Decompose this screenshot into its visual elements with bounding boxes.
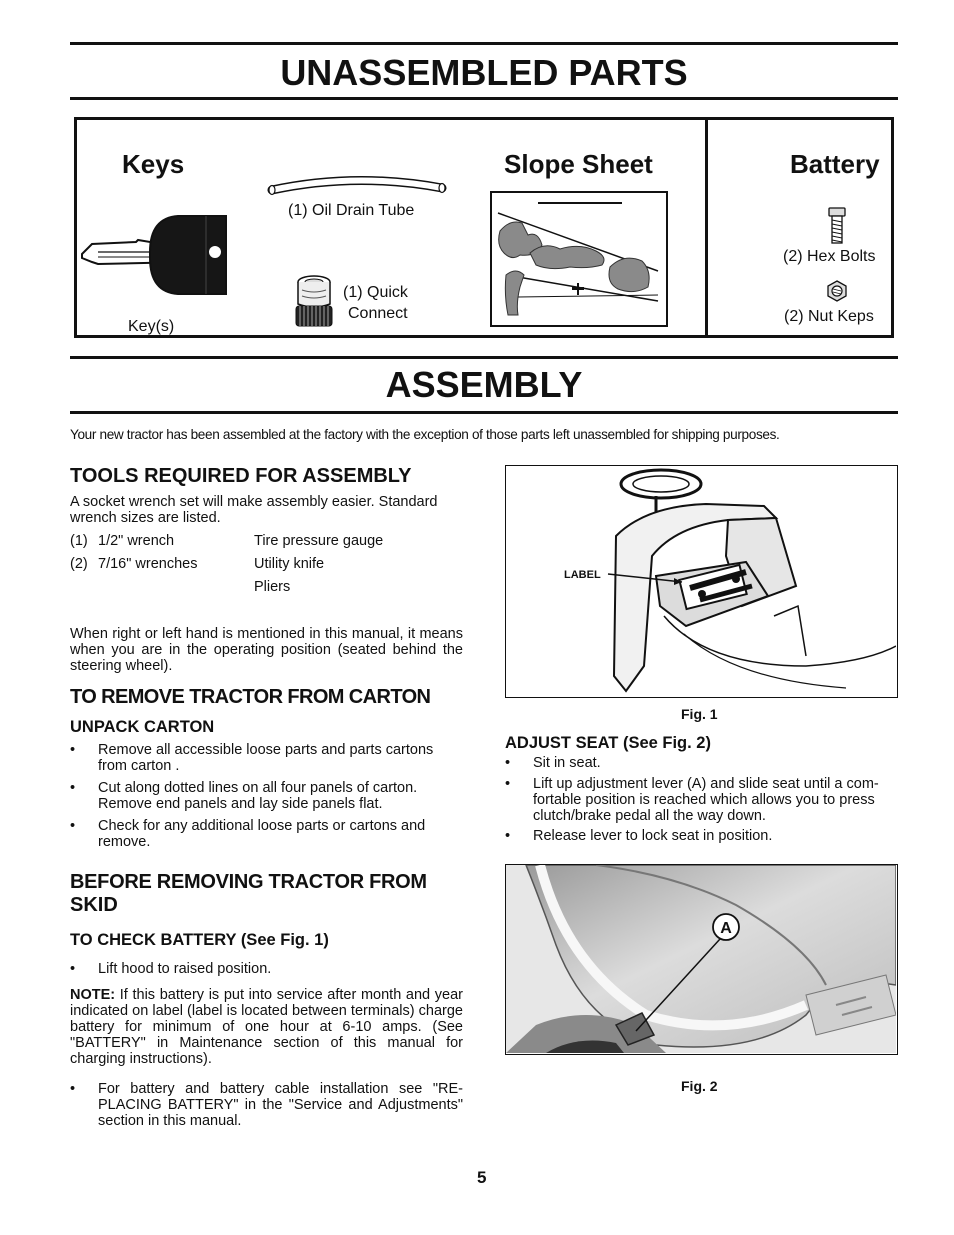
- bullet-mark: •: [505, 828, 511, 844]
- assembly-intro: Your new tractor has been assembled at the factory with the exception of those parts left unassembled for shipping purposes.: [70, 427, 780, 442]
- page-number: 5: [477, 1168, 487, 1187]
- fig2-callout-a: A: [720, 920, 732, 937]
- tools-row-1-num: (1): [70, 533, 88, 549]
- check-battery-heading: TO CHECK BATTERY (See Fig. 1): [70, 931, 329, 949]
- figure-1: [505, 465, 898, 698]
- top-rule: [70, 42, 898, 45]
- tools-row-2-other: Utility knife: [254, 556, 325, 572]
- quick-connect-label-1: (1) Quick: [343, 284, 408, 301]
- slope-sheet-heading: Slope Sheet: [504, 149, 653, 179]
- tools-row-3-other: Pliers: [254, 579, 291, 595]
- title-bottom-rule: [70, 97, 898, 100]
- tools-row-1-item: 1/2" wrench: [98, 533, 175, 549]
- unpack-item-2-text: Cut along dotted lines on all four panels of carton. Remove end panels and lay side panels flat.: [98, 780, 418, 812]
- unpack-item-3-text: Check for any additional loose parts or cartons and remove.: [98, 818, 426, 850]
- oil-drain-tube-icon: [266, 170, 448, 196]
- key-icon: [78, 212, 233, 302]
- battery-note: [70, 987, 463, 1067]
- note-text: If this battery is put into service after month and year indicated on label (label is located between terminals) charge battery for minimum of one hour at 6-10 amps. (See "BATTERY" in Maintenance section of this manual for charging instructions).: [70, 987, 463, 1067]
- figure-2: [505, 864, 898, 1055]
- tools-intro-line1: A socket wrench set will make assembly easier. Standard: [70, 494, 438, 510]
- assembly-bottom-rule: [70, 411, 898, 414]
- fig1-caption: Fig. 1: [681, 706, 718, 722]
- bullet-mark: •: [70, 818, 76, 834]
- note-label: NOTE:: [70, 987, 116, 1003]
- nut-keps-label: (2) Nut Keps: [784, 308, 874, 325]
- cable-item-text: For battery and battery cable installation see "RE-PLACING BATTERY" in the "Service and Adjustments" section in this manual.: [98, 1081, 463, 1129]
- bullet-mark: •: [505, 755, 511, 771]
- assembly-top-rule: [70, 356, 898, 359]
- slope-sheet-icon: [490, 191, 668, 327]
- battery-heading: Battery: [790, 149, 880, 179]
- before-heading-line1: BEFORE REMOVING TRACTOR FROM: [70, 871, 427, 893]
- nut-keps-icon: [826, 280, 848, 302]
- seat-item-1-text: Sit in seat.: [533, 755, 601, 771]
- unpack-heading: UNPACK CARTON: [70, 718, 215, 736]
- hex-bolt-icon: [826, 206, 848, 246]
- keys-label: Key(s): [128, 318, 175, 335]
- hex-bolts-label: (2) Hex Bolts: [783, 248, 876, 265]
- bullet-mark: •: [70, 1081, 76, 1097]
- unpack-item-2: [70, 780, 465, 814]
- seat-adjustment-illustration: [506, 865, 896, 1053]
- bullet-mark: •: [505, 776, 511, 792]
- oil-drain-tube-label: (1) Oil Drain Tube: [288, 202, 415, 219]
- tools-intro-line2: wrench sizes are listed.: [70, 510, 221, 526]
- tools-row-2-item: 7/16" wrenches: [98, 556, 198, 572]
- bullet-mark: •: [70, 780, 76, 796]
- battery-item: [70, 961, 465, 979]
- tools-row-2-num: (2): [70, 556, 88, 572]
- unpack-item-1-text: Remove all accessible loose parts and parts cartons from carton .: [98, 742, 434, 774]
- adjust-seat-heading: ADJUST SEAT (See Fig. 2): [505, 734, 711, 752]
- cable-item: [70, 1081, 465, 1135]
- remove-heading: TO REMOVE TRACTOR FROM CARTON: [70, 686, 431, 708]
- bullet-mark: •: [70, 742, 76, 758]
- unpack-item-3: [70, 818, 465, 852]
- fig2-caption: Fig. 2: [681, 1078, 718, 1094]
- unassembled-parts-title: UNASSEMBLED PARTS: [280, 52, 688, 93]
- seat-item-2-text: Lift up adjustment lever (A) and slide seat until a com-fortable position is reached which allows you to press clutch/brake pedal all the way down.: [533, 776, 879, 824]
- seat-item-3: [505, 828, 900, 846]
- unpack-item-1: [70, 742, 465, 776]
- quick-connect-icon: [292, 274, 336, 332]
- before-heading-line2: SKID: [70, 894, 118, 916]
- seat-item-2: [505, 776, 900, 826]
- tools-row-1-other: Tire pressure gauge: [254, 533, 384, 549]
- fig1-label-text: LABEL: [564, 569, 601, 581]
- assembly-title: ASSEMBLY: [385, 364, 583, 405]
- seat-item-1: [505, 755, 900, 773]
- seat-item-3-text: Release lever to lock seat in position.: [533, 828, 773, 844]
- quick-connect-label-2: Connect: [348, 305, 408, 322]
- battery-item-text: Lift hood to raised position.: [98, 961, 272, 977]
- keys-heading: Keys: [122, 149, 185, 179]
- bullet-mark: •: [70, 961, 76, 977]
- battery-under-hood-illustration: [506, 466, 896, 696]
- tools-heading: TOOLS REQUIRED FOR ASSEMBLY: [70, 465, 412, 487]
- hand-note: When right or left hand is mentioned in this manual, it means when you are in the operating position (seated behind the steering wheel).: [70, 626, 463, 674]
